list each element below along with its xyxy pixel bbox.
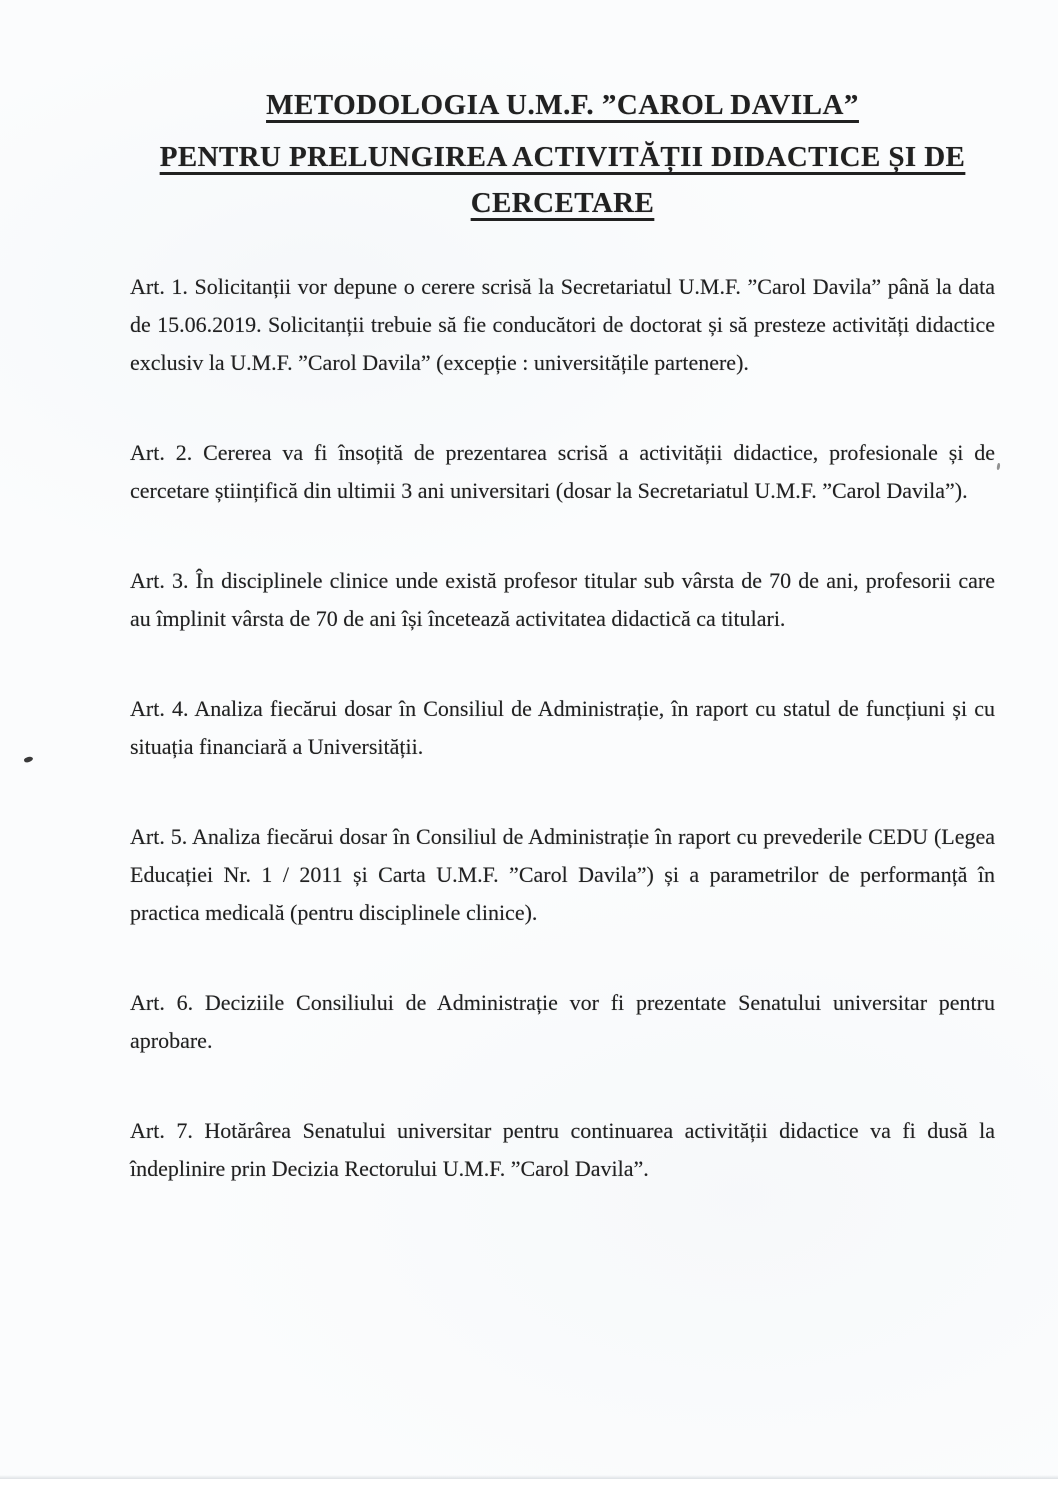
article-4-label: Art. 4. [130,696,189,721]
scan-page-edge [0,1479,1058,1497]
article-6-text: Deciziile Consiliului de Administrație vor fi prezentate Senatului universitar pentru aprobare. [130,990,995,1053]
articles-section [130,268,995,1188]
article-1-text: Solicitanții vor depune o cerere scrisă la Secretariatul U.M.F. ”Carol Davila” până la data de 15.06.2019. Solicitanții trebuie să fie conducători de doctorat și să presteze activități didactice exclusiv la U.M.F. ”Carol Davila” (excepție : universitățile partenere). [130,274,995,375]
article-3-paragraph [130,562,995,638]
document-content [130,88,995,1240]
document-title-line1: METODOLOGIA U.M.F. ”CAROL DAVILA” [266,89,859,121]
article-4-text: Analiza fiecărui dosar în Consiliul de Administrație, în raport cu statul de funcțiuni și cu situația financiară a Universității. [130,696,995,759]
article-3-text: În disciplinele clinice unde există profesor titular sub vârsta de 70 de ani, profesorii care au împlinit vârsta de 70 de ani își încetează activitatea didactică ca titulari. [130,568,995,631]
scan-speckle [23,756,33,764]
article-2-text: Cererea va fi însoțită de prezentarea scrisă a activității didactice, profesionale și de cercetare științifică din ultimii 3 ani universitari (dosar la Secretariatul U.M.F. ”Carol Davila”). [130,440,996,503]
article-6-paragraph [130,984,995,1060]
article-1-paragraph [130,268,995,382]
article-5-text: Analiza fiecărui dosar în Consiliul de Administrație în raport cu prevederile CEDU (Legea Educației Nr. 1 / 2011 și Carta U.M.F. ”Carol Davila”) și a parametrilor de performanță în practica medicală (pentru disciplinele clinice). [130,824,995,925]
document-title-line2: PENTRU PRELUNGIREA ACTIVITĂȚII DIDACTICE ȘI DE CERCETARE [159,141,966,219]
article-4-paragraph [130,690,995,766]
document-title-block [130,88,995,226]
scan-speckle [996,463,1000,470]
article-7-text: Hotărârea Senatului universitar pentru continuarea activității didactice va fi dusă la îndeplinire prin Decizia Rectorului U.M.F. ”Carol Davila”. [130,1118,996,1181]
article-2-paragraph [130,434,995,510]
article-2-label: Art. 2. [130,440,193,465]
article-7-paragraph [130,1112,995,1188]
article-7-label: Art. 7. [130,1118,193,1143]
article-1-label: Art. 1. [130,274,188,299]
article-6-label: Art. 6. [130,990,194,1015]
article-5-label: Art. 5. [130,824,188,849]
article-3-label: Art. 3. [130,568,189,593]
article-5-paragraph [130,818,995,932]
